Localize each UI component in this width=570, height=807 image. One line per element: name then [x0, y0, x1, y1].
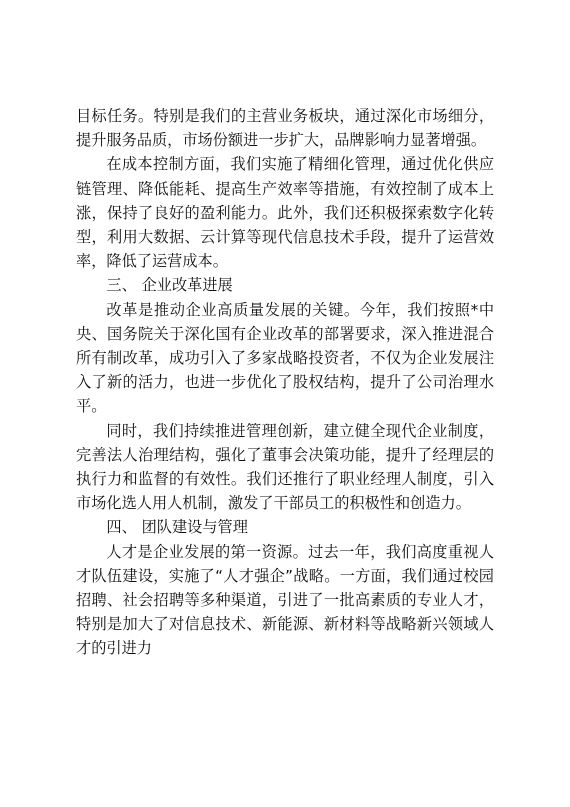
paragraph-continuation: 目标任务。特别是我们的主营业务板块，通过深化市场细分，提升服务品质，市场份额进一步扩大，品牌影响力显著增强。 — [76, 107, 494, 150]
section-heading-team: 四、 团队建设与管理 — [106, 518, 248, 537]
paragraph-cost-control: 在成本控制方面，我们实施了精细化管理，通过优化供应链管理、降低能耗、提高生产效率等措施，有效控制了成本上涨，保持了良好的盈利能力。此外，我们还积极探索数字化转型，利用大数据、云计算等现代信息技术手段，提升了运营效率，降低了运营成本。 — [76, 155, 494, 271]
paragraph-reform-intro: 改革是推动企业高质量发展的关键。今年，我们按照*中央、国务院关于深化国有企业改革的部署要求，深入推进混合所有制改革，成功引入了多家战略投资者，不仅为企业发展注入了新的活力，也进一步优化了股权结构，提升了公司治理水平。 — [76, 300, 494, 416]
section-heading-reform: 三、 企业改革进展 — [106, 276, 233, 295]
paragraph-talent: 人才是企业发展的第一资源。过去一年，我们高度重视人才队伍建设，实施了“人才强企”战略。一方面，我们通过校园招聘、社会招聘等多种渠道，引进了一批高素质的专业人才，特别是加大了对信息技术、新能源、新材料等战略新兴领域人才的引进力 — [76, 542, 494, 658]
paragraph-management-innovation: 同时，我们持续推进管理创新，建立健全现代企业制度，完善法人治理结构，强化了董事会决策功能，提升了经理层的执行力和监督的有效性。我们还推行了职业经理人制度，引入市场化选人用人机制，激发了干部员工的积极性和创造力。 — [76, 421, 494, 513]
document-body — [76, 104, 494, 661]
